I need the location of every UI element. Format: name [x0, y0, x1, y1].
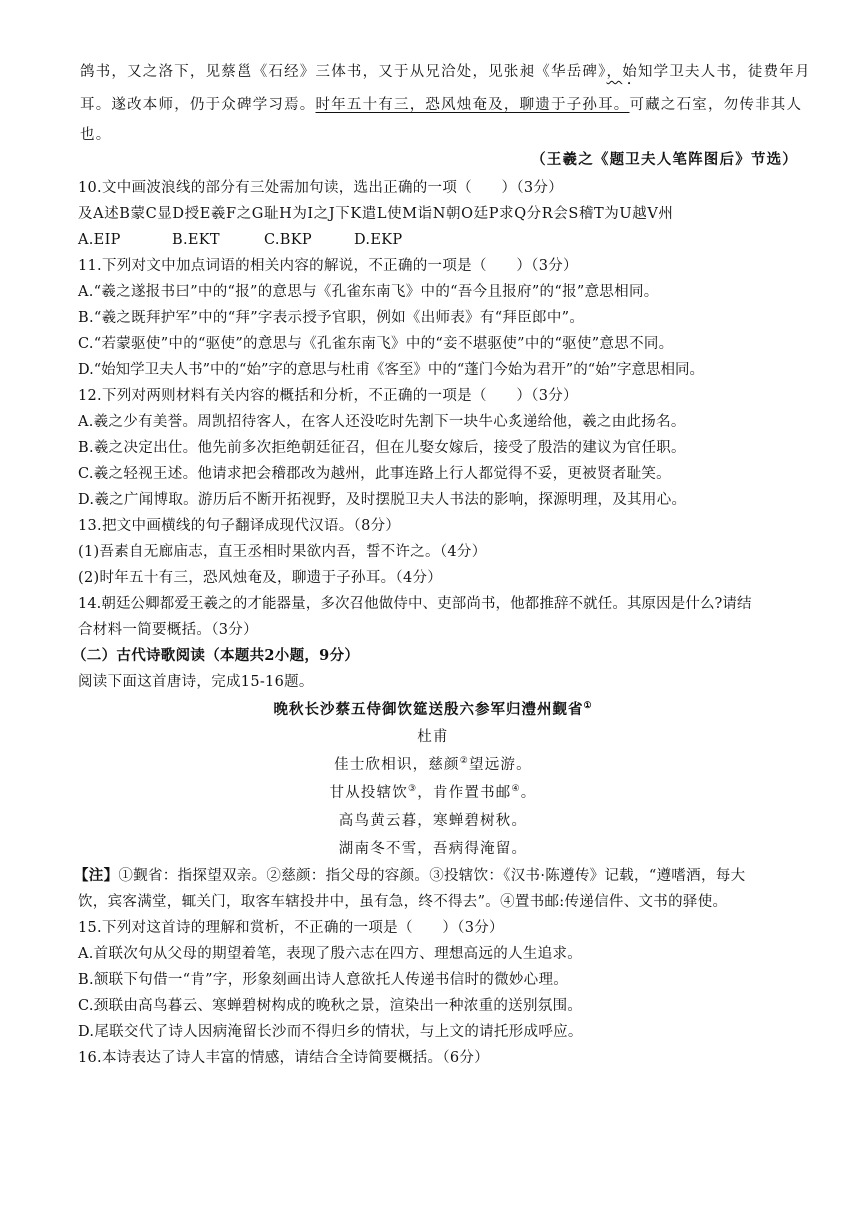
- q13-sentence-1: (1)吾素自无廊庙志，直王丞相时果欲内吾，誓不许之。（4分）: [78, 544, 487, 560]
- passage-line-3: 也。: [80, 127, 112, 143]
- q15-option-a: A.首联次句从父母的期望着笔，表现了殷六志在四方、理想高远的人生追求。: [78, 946, 583, 962]
- q14-line-2: 合材料一简要概括。（3分）: [78, 622, 258, 638]
- q16-stem: 16.本诗表达了诗人丰富的情感，请结合全诗简要概括。（6分）: [78, 1050, 490, 1066]
- q12-stem: 12.下列对两则材料有关内容的概括和分析，不正确的一项是（ ）（3分）: [78, 388, 578, 404]
- q12-option-a: A.羲之少有美誉。周凯招待客人，在客人还没吃时先割下一块牛心炙递给他，羲之由此扬名。: [78, 414, 686, 430]
- poem-line-2: 甘从投辖饮③，肯作置书邮④。: [329, 784, 537, 801]
- q15-option-b: B.颔联下句借一“肯”字，形象刻画出诗人意欲托人传递书信时的微妙心理。: [78, 972, 569, 988]
- q14-line-1: 14.朝廷公卿都爱王羲之的才能器量，多次召他做侍中、吏部尚书，他都推辞不就任。其原因是什么?请结: [78, 596, 752, 612]
- q10-stem: 10.文中画波浪线的部分有三处需加句读，选出正确的一项（ ）（3分）: [78, 180, 564, 196]
- q13-stem: 13.把文中画横线的句子翻译成现代汉语。（8分）: [78, 518, 401, 534]
- q15-option-d: D.尾联交代了诗人因病淹留长沙而不得归乡的情状，与上文的请托形成呼应。: [78, 1024, 583, 1040]
- note-line-1: 【注】①觐省：指探望双亲。②慈颜：指父母的容颜。③投辖饮：《汉书·陈遵传》记载，“遵嗜酒，每大: [74, 867, 746, 884]
- poem-title-note: ①: [583, 701, 593, 712]
- q10-option-d: D.EKP: [354, 232, 403, 248]
- passage-source: （王羲之《题卫夫人笔阵图后》节选）: [531, 151, 798, 168]
- passage-line-2: 耳。遂改本师，仍于众碑学习焉。时年五十有三，恐风烛奄及，聊遗于子孙耳。可藏之石室，勿传非其人: [80, 97, 803, 113]
- section-heading: （二）古代诗歌阅读（本题共2小题，9分）: [72, 647, 360, 664]
- poem-line-3: 高鸟黄云暮，寒蝉碧树秋。: [338, 813, 528, 829]
- q13-sentence-2: (2)时年五十有三，恐风烛奄及，聊遗于子孙耳。（4分）: [78, 570, 443, 586]
- q11-option-d: D.“始知学卫夫人书”中的“始”字的意思与杜甫《客至》中的“蓬门今始为君开”的“始”字意思相同。: [78, 362, 705, 378]
- q12-option-b: B.羲之决定出仕。他先前多次拒绝朝廷征召，但在儿娶女嫁后，接受了殷浩的建议为官任职。: [78, 440, 686, 456]
- q15-stem: 15.下列对这首诗的理解和赏析，不正确的一项是（ ）（3分）: [78, 920, 504, 936]
- q10-option-b: B.EKT: [172, 232, 220, 248]
- passage-line-1: 鸽书，又之洛下，见蔡邕《石经》三体书，又于从兄洽处，见张昶《华岳碑》，始知学卫夫人书，徒费年月: [80, 64, 811, 80]
- q11-stem: 11.下列对文中加点词语的相关内容的解说，不正确的一项是（ ）（3分）: [78, 258, 578, 274]
- note-line-2: 饮，宾客满堂，辄关门，取客车辖投井中，虽有急，终不得去”。④置书邮:传递信件、文书的驿使。: [78, 894, 728, 910]
- q10-option-a: A.EIP: [78, 232, 121, 248]
- q11-option-b: B.“羲之既拜护军”中的“拜”字表示授予官职，例如《出师表》有“拜臣郎中”。: [78, 310, 585, 326]
- q12-option-c: C.羲之轻视王述。他请求把会稽郡改为越州，此事连路上行人都觉得不妥，更被贤者耻笑。: [78, 466, 671, 482]
- dotted-word-shi: 始: [622, 64, 638, 80]
- underlined-sentence: 时年五十有三，恐风烛奄及，聊遗于子孙耳。: [315, 97, 630, 113]
- q11-option-a: A.“羲之遂报书曰”中的“报”的意思与《孔雀东南飞》中的“吾今且报府”的“报”意思相同。: [78, 284, 659, 300]
- q15-option-c: C.颈联由高鸟暮云、寒蝉碧树构成的晚秋之景，渲染出一种浓重的送别氛围。: [78, 998, 583, 1014]
- poem-line-4: 湖南冬不雪，吾病得淹留。: [338, 841, 528, 857]
- q11-option-c: C.“若蒙驱使”中的“驱使”的意思与《孔雀东南飞》中的“妾不堪驱使”中的“驱使”意思不同。: [78, 336, 674, 352]
- poem-author: 杜甫: [417, 729, 449, 745]
- poem-title: 晚秋长沙蔡五侍御饮筵送殷六参军归澧州觐省①: [273, 701, 593, 718]
- q10-text: 及A述B蒙C显D授E羲F之G耻H为I之J下K遣L使M诣N朝O廷P求Q分R会S稽T为U越V州: [78, 206, 674, 222]
- wavy-segment: ，: [606, 64, 623, 80]
- section-instruction: 阅读下面这首唐诗，完成15-16题。: [78, 674, 314, 690]
- q12-option-d: D.羲之广闻博取。游历后不断开拓视野，及时摆脱卫夫人书法的影响，探源明理，及其用心。: [78, 492, 687, 508]
- q10-option-c: C.BKP: [264, 232, 312, 248]
- note-label: 【注】: [74, 867, 119, 884]
- poem-line-1: 佳士欣相识，慈颜②望远游。: [334, 756, 532, 773]
